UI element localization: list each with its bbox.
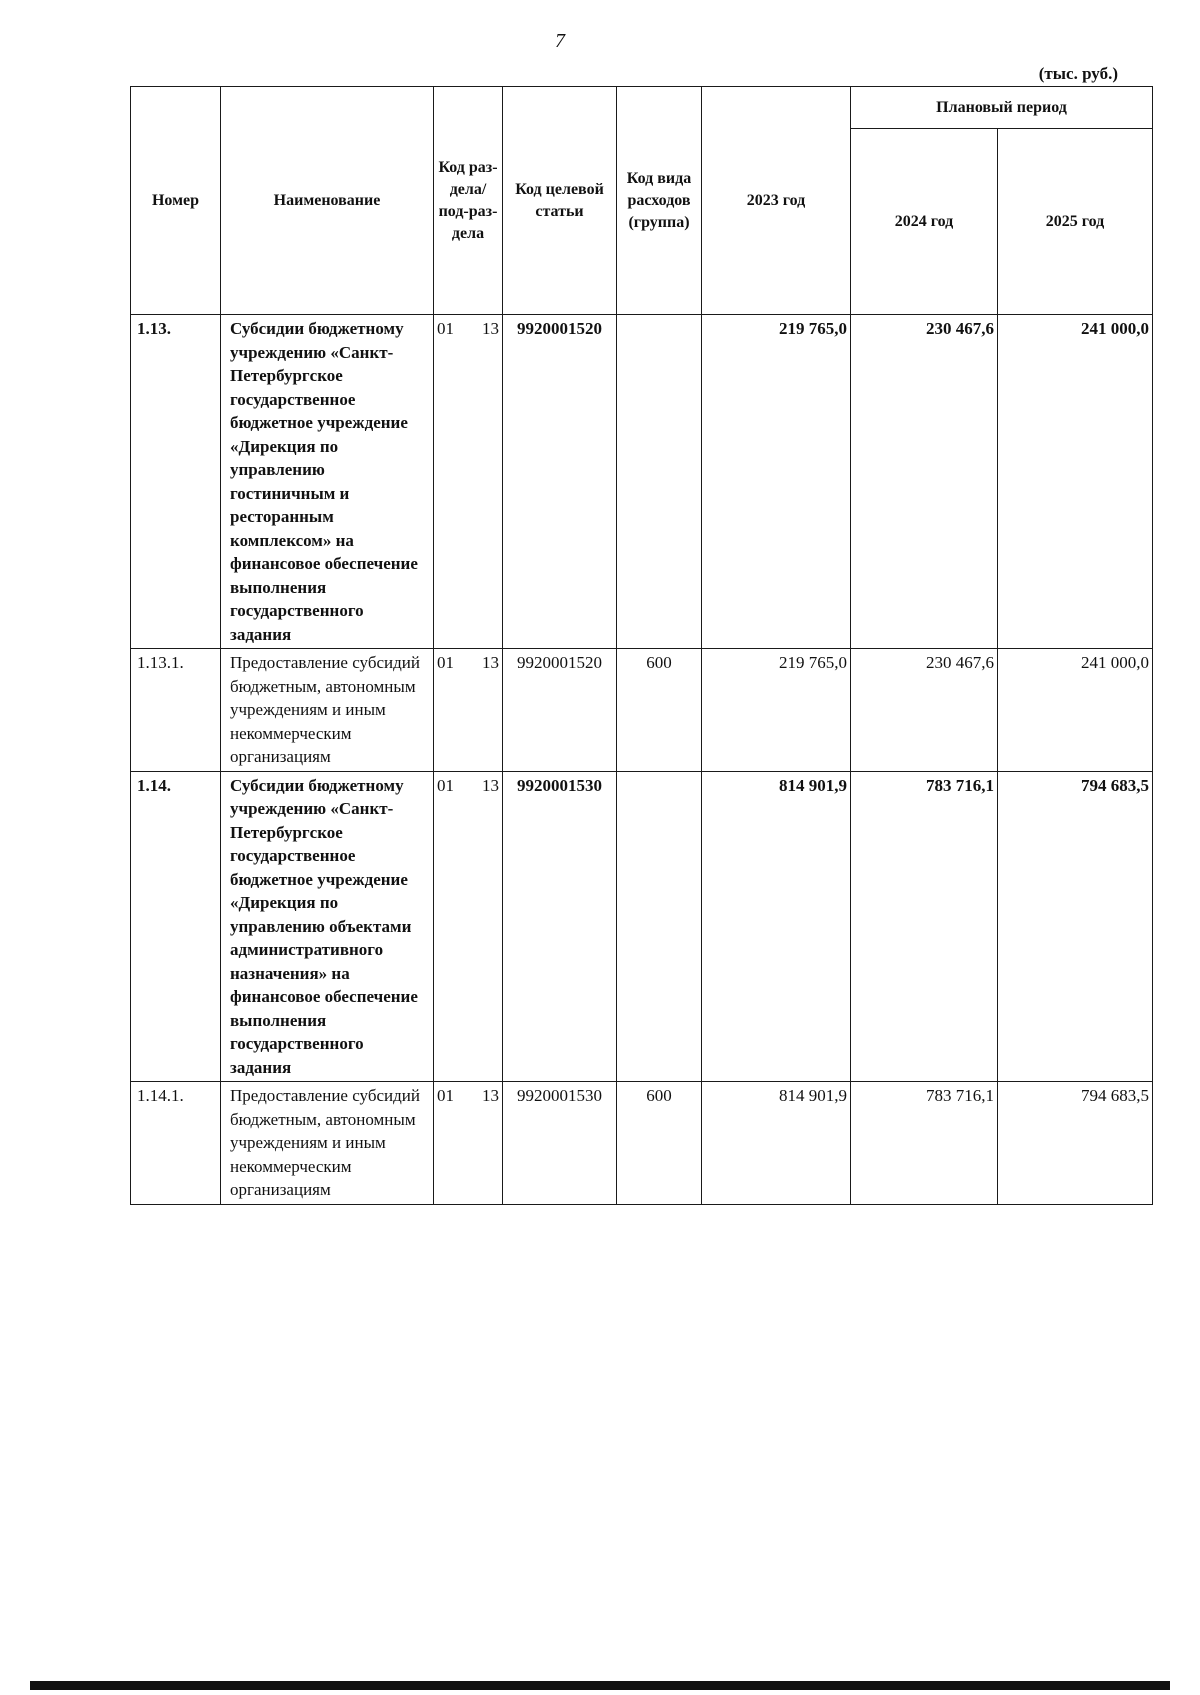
header-year-2023: 2023 год: [702, 87, 851, 315]
table-row: [131, 1082, 1153, 1205]
row-number: 1.13.: [131, 315, 221, 649]
row-name: Предоставление субсидий бюджетным, автономным учреждениям и иным некоммерческим организациям: [221, 649, 434, 772]
row-target-code: 9920001520: [503, 649, 617, 772]
row-section-code: [434, 315, 503, 649]
row-number: 1.13.1.: [131, 649, 221, 772]
row-value-2024: 230 467,6: [851, 649, 998, 772]
header-number: Номер: [131, 87, 221, 315]
row-value-2025: 241 000,0: [998, 315, 1153, 649]
row-expense-code: 600: [617, 649, 702, 772]
row-subsection: 13: [482, 319, 499, 338]
header-year-2025: 2025 год: [998, 129, 1153, 315]
row-value-2024: 783 716,1: [851, 1082, 998, 1205]
row-name: Предоставление субсидий бюджетным, автономным учреждениям и иным некоммерческим организациям: [221, 1082, 434, 1205]
row-section: 01: [437, 653, 454, 672]
scan-edge-line: [30, 1681, 1170, 1690]
header-expense-code: Код вида расходов (группа): [617, 87, 702, 315]
row-value-2024: 230 467,6: [851, 315, 998, 649]
row-subsection: 13: [482, 653, 499, 672]
row-expense-code: 600: [617, 1082, 702, 1205]
row-section: 01: [437, 775, 454, 795]
row-number: 1.14.: [131, 771, 221, 1082]
header-section-code: Код раз-дела/ под-раз-дела: [434, 87, 503, 315]
row-value-2025: 794 683,5: [998, 771, 1153, 1082]
row-section-code: [434, 1082, 503, 1205]
row-name: Субсидии бюджетному учреждению «Санкт-Петербургское государственное бюджетное учреждение «Дирекция по управлению гостиничным и ресторанным комплексом» на финансовое обеспечение выполнения государственного задания: [221, 315, 434, 649]
page-number: 7: [555, 30, 565, 52]
header-name: Наименование: [221, 87, 434, 315]
row-subsection: 13: [482, 775, 499, 795]
header-planned-period: Плановый период: [851, 87, 1153, 129]
table-row: [131, 315, 1153, 649]
row-section: 01: [437, 319, 454, 338]
row-value-2024: 783 716,1: [851, 771, 998, 1082]
row-number: 1.14.1.: [131, 1082, 221, 1205]
row-target-code: 9920001520: [503, 315, 617, 649]
table-row: [131, 649, 1153, 772]
row-name: Субсидии бюджетному учреждению «Санкт-Петербургское государственное бюджетное учреждение «Дирекция по управлению объектами административного назначения» на финансовое обеспечение выполнения государственного задания: [221, 771, 434, 1082]
row-value-2023: 219 765,0: [702, 315, 851, 649]
header-target-code: Код целевой статьи: [503, 87, 617, 315]
row-value-2025: 794 683,5: [998, 1082, 1153, 1205]
row-value-2023: 814 901,9: [702, 771, 851, 1082]
row-section-code: [434, 649, 503, 772]
row-target-code: 9920001530: [503, 771, 617, 1082]
row-value-2025: 241 000,0: [998, 649, 1153, 772]
row-section-code: [434, 771, 503, 1082]
header-year-2024: 2024 год: [851, 129, 998, 315]
row-target-code: 9920001530: [503, 1082, 617, 1205]
row-value-2023: 814 901,9: [702, 1082, 851, 1205]
row-subsection: 13: [482, 1086, 499, 1105]
table-row: [131, 771, 1153, 1082]
row-section: 01: [437, 1086, 454, 1105]
row-value-2023: 219 765,0: [702, 649, 851, 772]
budget-table: [130, 86, 1153, 1205]
unit-label: (тыс. руб.): [1038, 64, 1118, 83]
row-expense-code: [617, 315, 702, 649]
row-expense-code: [617, 771, 702, 1082]
